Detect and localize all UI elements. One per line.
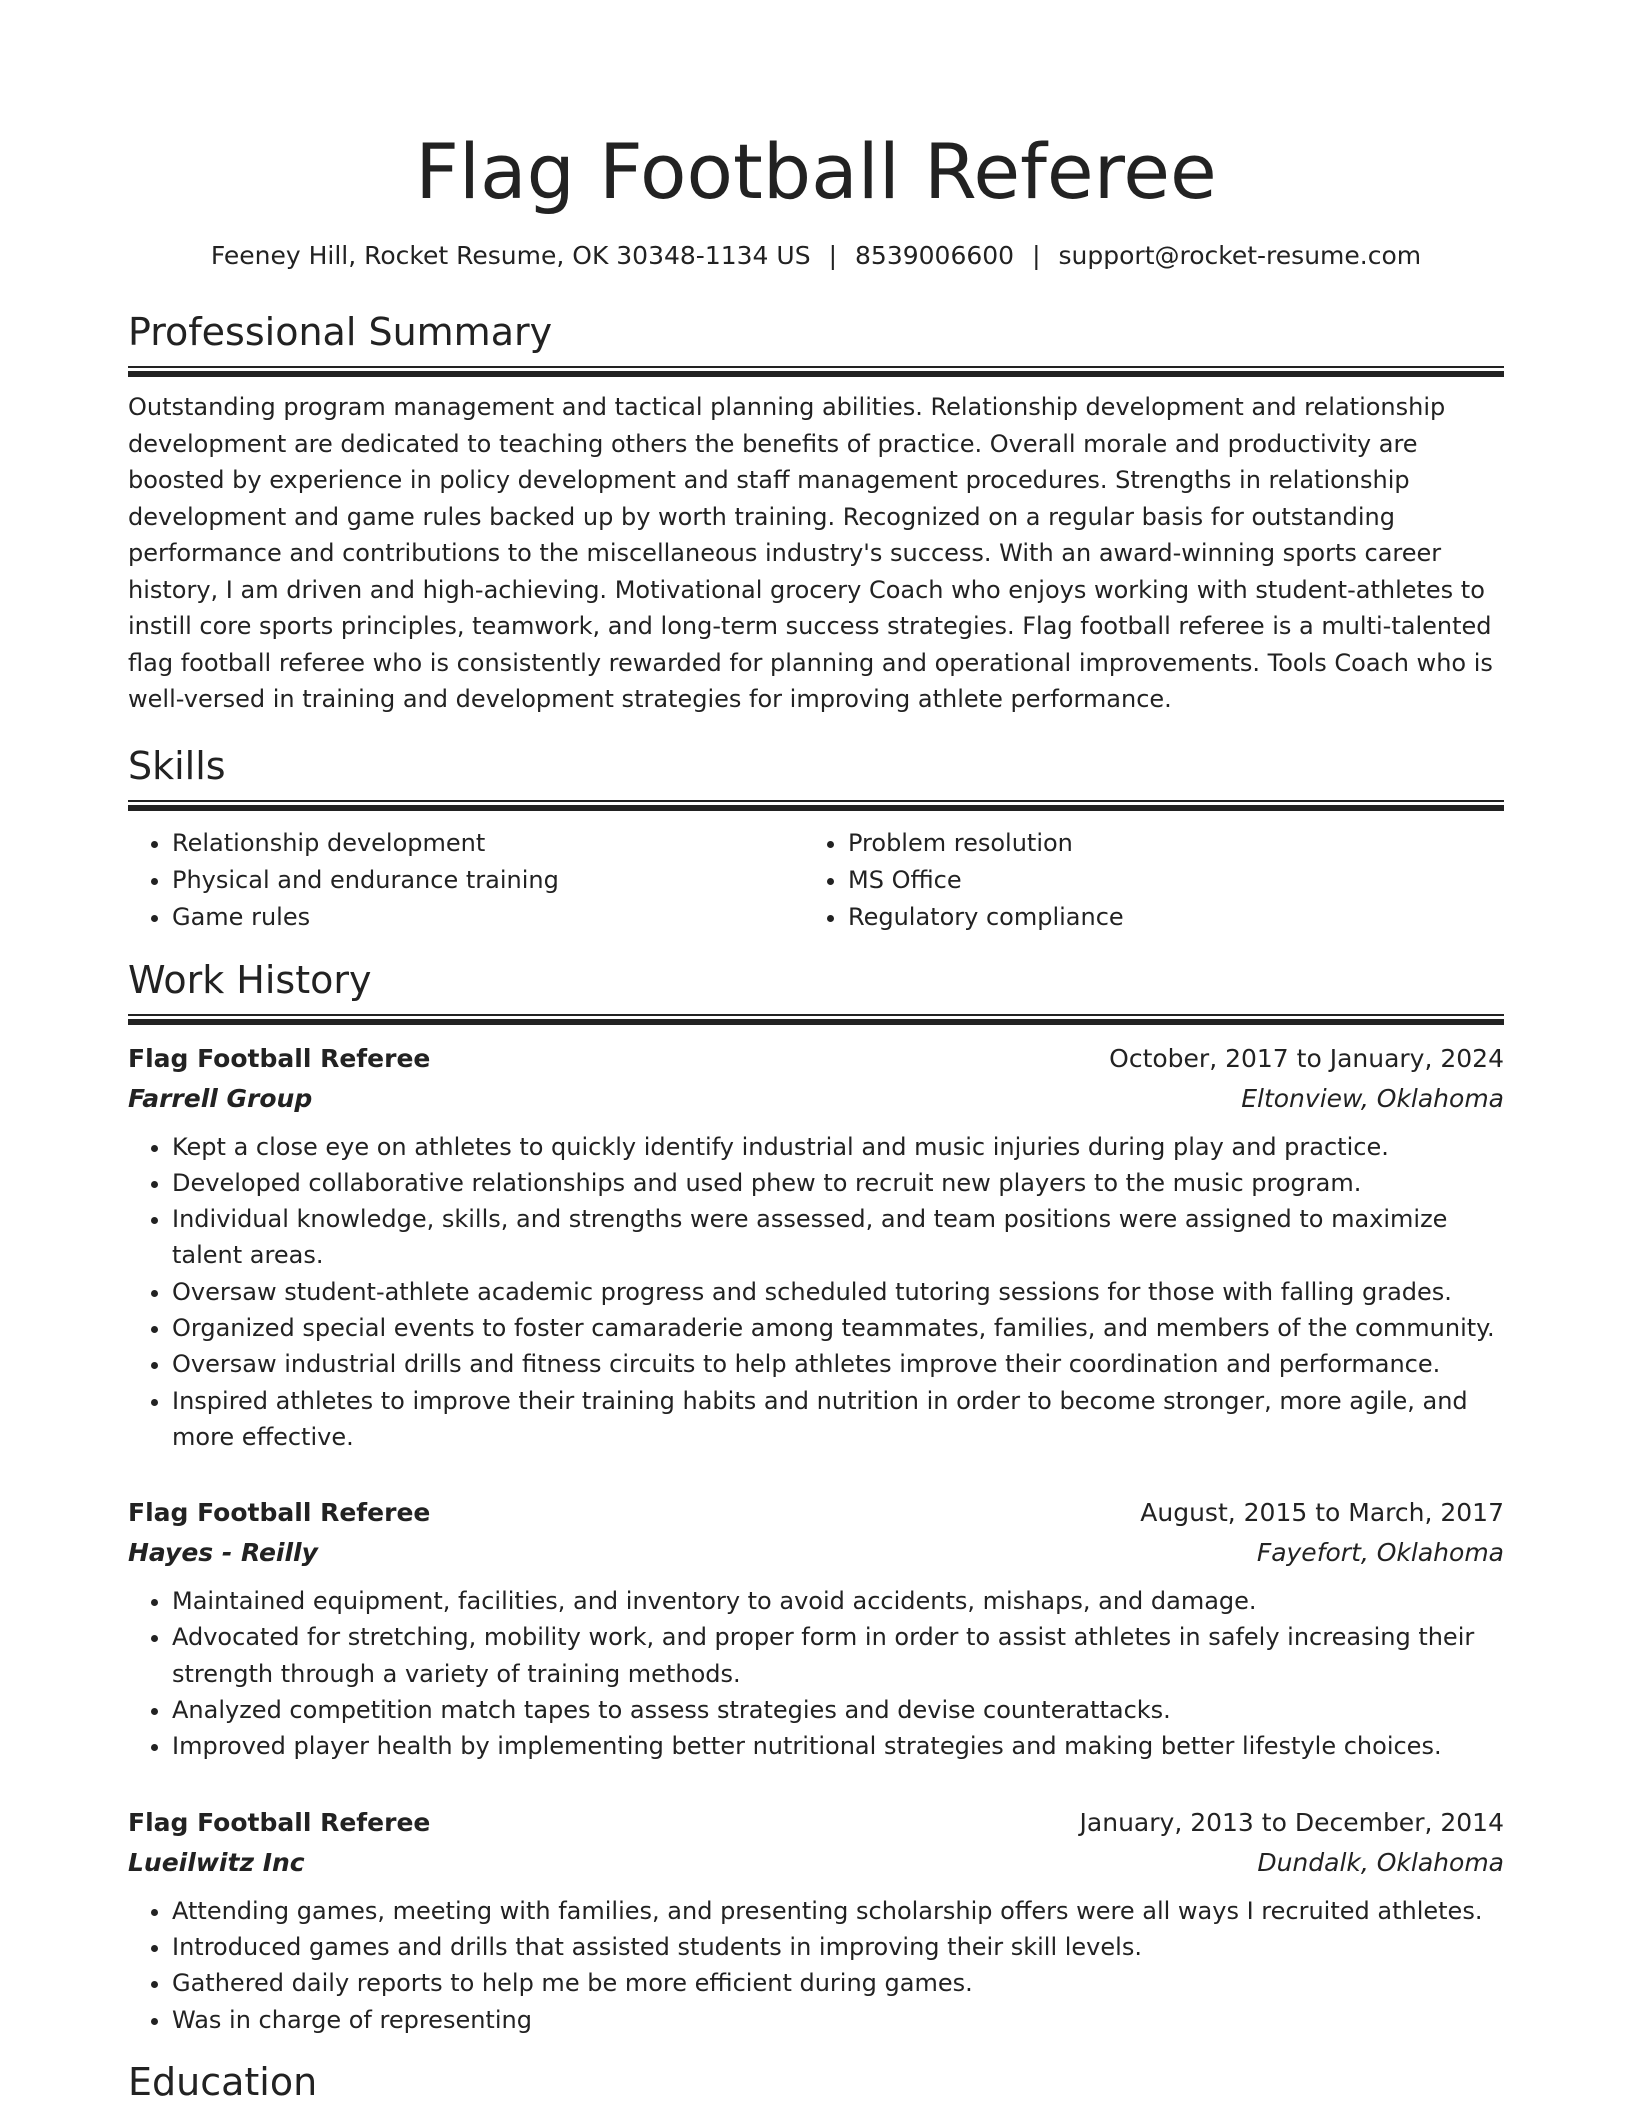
skills-list [128,825,1504,936]
contact-line [128,238,1504,274]
job-bullet: • Developed collaborative relationships and used phew to recruit new players to the music program. [172,1165,1504,1201]
job-title: Flag Football Referee [128,1498,431,1528]
education-section [128,2058,1504,2106]
job-bullets [128,1893,1504,2038]
skills-column-right [804,825,1480,936]
job-company: Farrell Group [128,1083,313,1113]
job-dates: October, 2017 to January, 2024 [1109,1043,1504,1073]
job-bullet: • Maintained equipment, facilities, and inventory to avoid accidents, mishaps, and damage. [172,1583,1504,1619]
skill-item: • Relationship development [172,825,804,862]
skill-item: • MS Office [848,862,1480,899]
section-divider [128,800,1504,811]
job-bullets [128,1583,1504,1764]
section-divider [128,1014,1504,1025]
job-bullet: • Attending games, meeting with families, and presenting scholarship offers were all ways I recruited athletes. [172,1893,1504,1929]
resume-page [128,0,1504,2106]
job-dates: August, 2015 to March, 2017 [1140,1498,1504,1528]
job-header [128,1039,1504,1079]
job-subheader [128,1079,1504,1119]
skills-column-left [128,825,804,936]
job-subheader [128,1533,1504,1573]
job-bullet: • Kept a close eye on athletes to quickly identify industrial and music injuries during play and practice. [172,1129,1504,1165]
job-bullet: • Organized special events to foster camaraderie among teammates, families, and members of the community. [172,1310,1504,1346]
job-header [128,1493,1504,1533]
job-title: Flag Football Referee [128,1807,431,1837]
summary-section [128,308,1504,718]
section-divider [128,366,1504,377]
job-bullet: • Advocated for stretching, mobility work, and proper form in order to assist athletes in safely increasing their strength through a variety of training methods. [172,1619,1504,1692]
summary-text: Outstanding program management and tactical planning abilities. Relationship development and relationship development are dedicated to teaching others the benefits of practice. Overall morale and productivity are boosted by experience in policy development and staff management procedures. Strengths in relationship development and game rules backed up by worth training. Recognized on a regular basis for outstanding performance and contributions to the miscellaneous industry's success. With an award-winning sports career history, I am driven and high-achieving. Motivational grocery Coach who enjoys working with student-athletes to instill core sports principles, teamwork, and long-term success strategies. Flag football referee is a multi-talented flag football referee who is consistently rewarded for planning and operational improvements. Tools Coach who is well-versed in training and development strategies for improving athlete performance. [128,393,1493,713]
section-title-education: Education [128,2059,318,2104]
job-location: Eltonview, Oklahoma [1241,1083,1504,1113]
job-dates: January, 2013 to December, 2014 [1079,1807,1504,1837]
section-title-work: Work History [128,957,372,1002]
section-title-summary: Professional Summary [128,310,553,354]
job-entry [128,1039,1504,1456]
job-title: Flag Football Referee [128,1043,431,1073]
job-bullets [128,1129,1504,1456]
job-bullet: • Inspired athletes to improve their training habits and nutrition in order to become stronger, more agile, and more effective. [172,1383,1504,1456]
work-history-section [128,956,1504,2038]
job-bullet: • Gathered daily reports to help me be more efficient during games. [172,1965,1504,2001]
job-entry [128,1803,1504,2038]
job-subheader [128,1843,1504,1883]
job-bullet: • Was in charge of representing [172,2002,1504,2038]
skill-item: • Physical and endurance training [172,862,804,899]
job-bullet: • Analyzed competition match tapes to assess strategies and devise counterattacks. [172,1692,1504,1728]
job-entry [128,1493,1504,1764]
job-location: Dundalk, Oklahoma [1257,1847,1504,1877]
skills-section [128,742,1504,936]
skill-item: • Game rules [172,899,804,936]
contact-address: Feeney Hill, Rocket Resume, OK 30348-1134 US [210,241,811,270]
contact-separator: | [828,241,838,270]
job-company: Lueilwitz Inc [128,1847,305,1877]
resume-name: Flag Football Referee [415,127,1217,216]
section-title-skills: Skills [128,743,226,788]
job-location: Fayefort, Oklahoma [1256,1538,1504,1568]
job-bullet: • Introduced games and drills that assisted students in improving their skill levels. [172,1929,1504,1965]
skill-item: • Regulatory compliance [848,899,1480,936]
job-header [128,1803,1504,1843]
job-bullet: • Improved player health by implementing better nutritional strategies and making better lifestyle choices. [172,1728,1504,1764]
contact-phone: 8539006600 [855,241,1015,270]
job-bullet: • Individual knowledge, skills, and strengths were assessed, and team positions were assigned to maximize talent areas. [172,1201,1504,1274]
skill-item: • Problem resolution [848,825,1480,862]
job-bullet: • Oversaw industrial drills and fitness circuits to help athletes improve their coordination and performance. [172,1346,1504,1382]
job-company: Hayes - Reilly [128,1538,318,1568]
job-bullet: • Oversaw student-athlete academic progress and scheduled tutoring sessions for those with falling grades. [172,1274,1504,1310]
contact-separator: | [1032,241,1041,270]
contact-email: support@rocket-resume.com [1058,241,1422,270]
